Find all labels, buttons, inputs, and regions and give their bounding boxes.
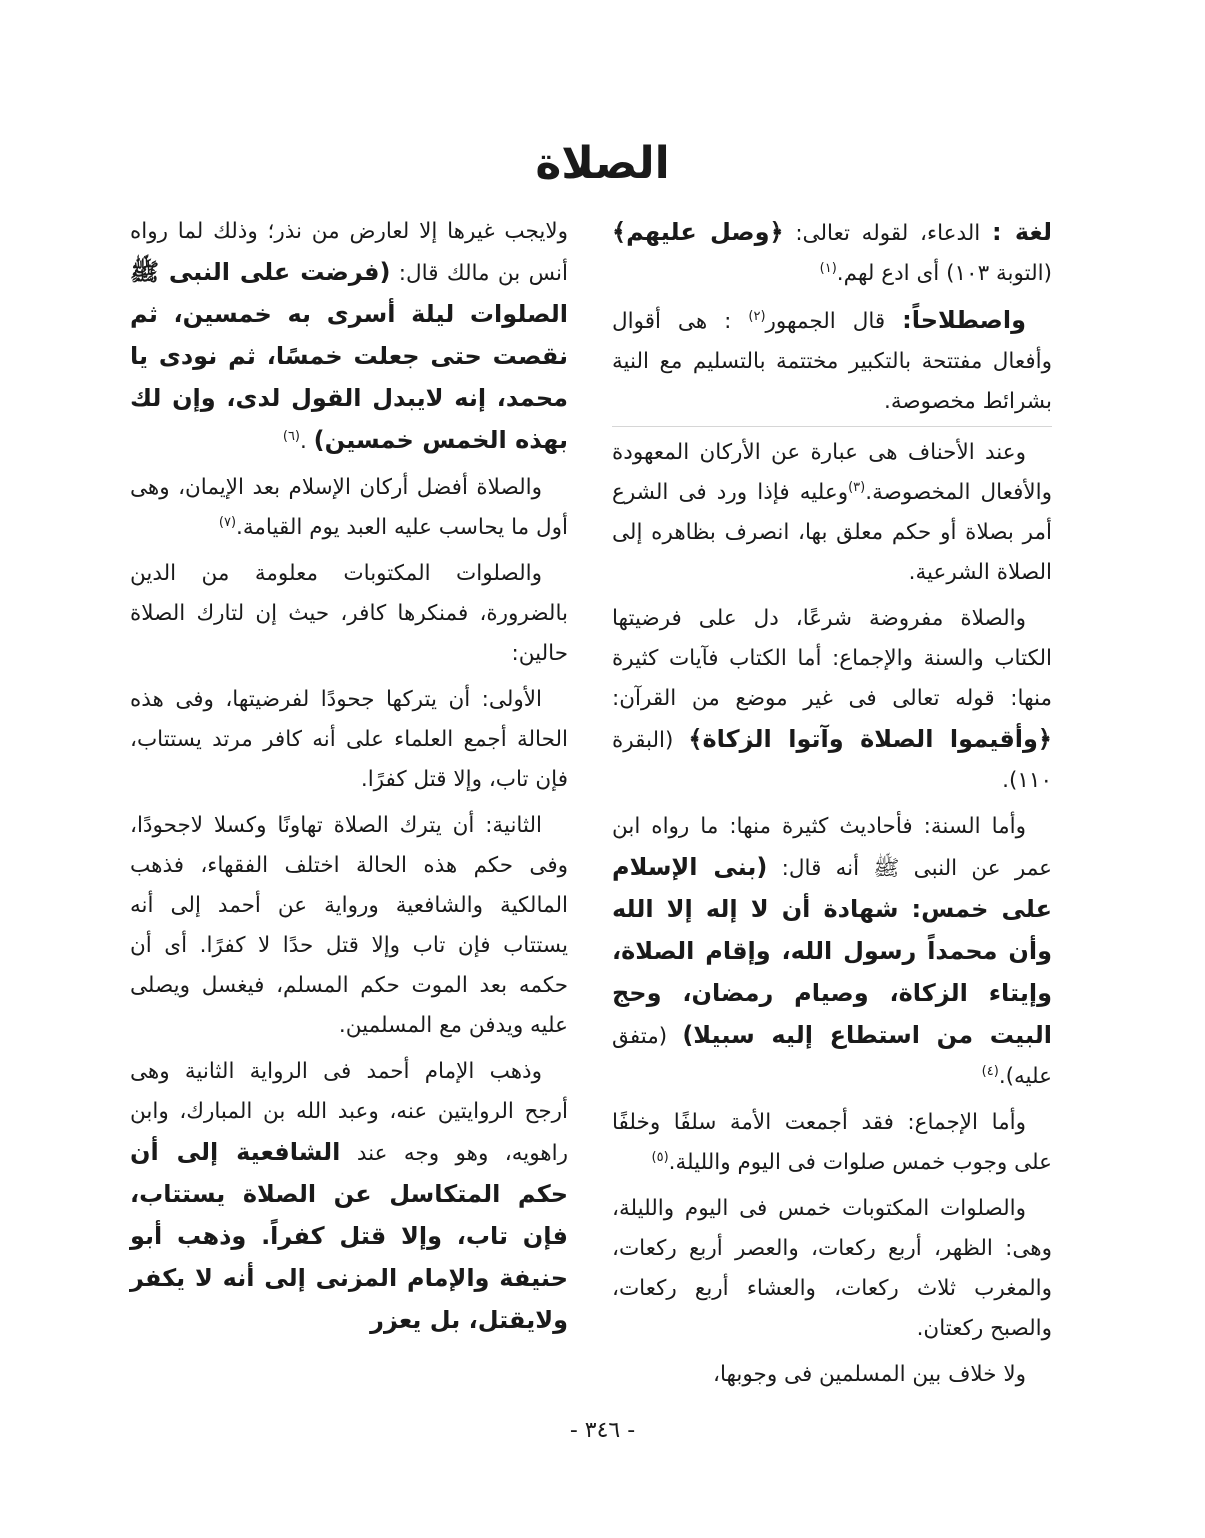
bold-passage: الشافعية إلى أن حكم المتكاسل عن الصلاة يستتاب، فإن تاب، وإلا قتل كفراً. وذهب أبو حنيفة والإمام المزنى إلى أنه لا يكفر ولايقتل، بل يعزر [130, 1138, 568, 1334]
paragraph: وأما الإجماع: فقد أجمعت الأمة سلفًا وخلفًا على وجوب خمس صلوات فى اليوم والليلة.$^{(٥)}$ [612, 1110, 1052, 1175]
footnote-ref: (٢) [748, 308, 766, 324]
paragraph: وعند الأحناف هى عبارة عن الأركان المعهودة والأفعال المخصوصة.$^{(٣)}$وعليه فإذا ورد فى الشرع أمر بصلاة أو حكم معلق بها، انصرف بظاهره إلى الصلاة الشرعية. [612, 440, 1052, 585]
page-number: - ٣٤٦ - [569, 1418, 636, 1443]
hadith-quote: (بنى الإسلام على خمس: شهادة أن لا إله إلا الله وأن محمداً رسول الله، وإقام الصلاة، وإيتاء الزكاة، وصيام رمضان، وحج البيت من استطاع إليه سبيلا) [612, 853, 1052, 1049]
paragraph: والصلوات المكتوبات معلومة من الدين بالضرورة، فمنكرها كافر، حيث إن لتارك الصلاة حالين: [130, 561, 568, 666]
definition-language: لغة : الدعاء، لقوله تعالى: ﴿وصل عليهم﴾ (التوبة ١٠٣) أى ادع لهم.$^{(١)}$ [612, 218, 1052, 286]
hadith-quote: (فرضت على النبى ﷺ الصلوات ليلة أسرى به خمسين، ثم نقصت حتى جعلت خمسًا، ثم نودى يا محمد، إنه لايبدل القول لدى، وإن لك بهذه الخمس خمسين) [130, 258, 568, 454]
right-column [612, 212, 1052, 1401]
paragraph: ولا خلاف بين المسلمين فى وجوبها، [713, 1362, 1026, 1387]
footnote-ref: (٦) [282, 428, 300, 444]
quran-quote: ﴿وأقيموا الصلاة وآتوا الزكاة﴾ [688, 725, 1052, 753]
footnote-ref: (٧) [218, 514, 237, 530]
quran-quote: ﴿وصل عليهم﴾ [612, 218, 784, 246]
term-label: واصطلاحاً: [902, 306, 1026, 334]
paragraph: وأما السنة: فأحاديث كثيرة منها: ما رواه ابن عمر عن النبى ﷺ أنه قال: (بنى الإسلام على خمس: شهادة أن لا إله إلا الله وأن محمداً رسول الله، وإقام الصلاة، وإيتاء الزكاة، وصيام رمضان، وحج البيت من استطاع إليه سبيلا) (متفق عليه).$^{(٤)}$ [612, 814, 1052, 1089]
paragraph: والصلاة مفروضة شرعًا، دل على فرضيتها الكتاب والسنة والإجماع: أما الكتاب فآيات كثيرة منها: قوله تعالى فى غير موضع من القرآن: ﴿وأقيموا الصلاة وآتوا الزكاة﴾ (البقرة ١١٠). [612, 606, 1052, 793]
footnote-ref: (٥) [651, 1149, 669, 1165]
left-column [130, 212, 568, 1348]
definition-terminology: واصطلاحاً: قال الجمهور$^{(٢)}$ : هى أقوال وأفعال مفتتحة بالتكبير مختتمة بالتسليم مع النية بشرائط مخصوصة. [612, 300, 1052, 427]
paragraph: وذهب الإمام أحمد فى الرواية الثانية وهى أرجح الروايتين عنه، وعبد الله بن المبارك، وابن راهويه، وهو وجه عند الشافعية إلى أن حكم المتكاسل عن الصلاة يستتاب، فإن تاب، وإلا قتل كفراً. وذهب أبو حنيفة والإمام المزنى إلى أنه لا يكفر ولايقتل، بل يعزر [130, 1059, 569, 1334]
footnote-ref: (١) [819, 260, 837, 276]
paragraph: الأولى: أن يتركها جحودًا لفرضيتها، وفى هذه الحالة أجمع العلماء على أنه كافر مرتد يستتاب، فإن تاب، وإلا قتل كفرًا. [130, 687, 568, 792]
paragraph: ولايجب غيرها إلا لعارض من نذر؛ وذلك لما رواه أنس بن مالك قال: (فرضت على النبى ﷺ الصلوات ليلة أسرى به خمسين، ثم نقصت حتى جعلت خمسًا، ثم نودى يا محمد، إنه لايبدل القول لدى، وإن لك بهذه الخمس خمسين) .$^{(٦)}$ [130, 219, 568, 454]
paragraph: الثانية: أن يترك الصلاة تهاونًا وكسلا لاجحودًا، وفى حكم هذه الحالة اختلف الفقهاء، فذهب المالكية والشافعية ورواية عن أحمد إلى أنه يستتاب فإن تاب وإلا قتل حدًا لا كفرًا. أى أن حكمه بعد الموت حكم المسلم، فيغسل ويصلى عليه ويدفن مع المسلمين. [130, 813, 568, 1038]
paragraph: والصلاة أفضل أركان الإسلام بعد الإيمان، وهى أول ما يحاسب عليه العبد يوم القيامة.$^{(٧)}$ [130, 475, 568, 540]
footnote-ref: (٣) [848, 479, 866, 495]
paragraph: والصلوات المكتوبات خمس فى اليوم والليلة، وهى: الظهر، أربع ركعات، والعصر أربع ركعات، والمغرب ثلاث ركعات، والعشاء أربع ركعات، والصبح ركعتان. [612, 1196, 1052, 1341]
term-label: لغة : [992, 218, 1052, 246]
footnote-ref: (٤) [981, 1063, 999, 1079]
page-title: الصلاة [535, 138, 670, 189]
